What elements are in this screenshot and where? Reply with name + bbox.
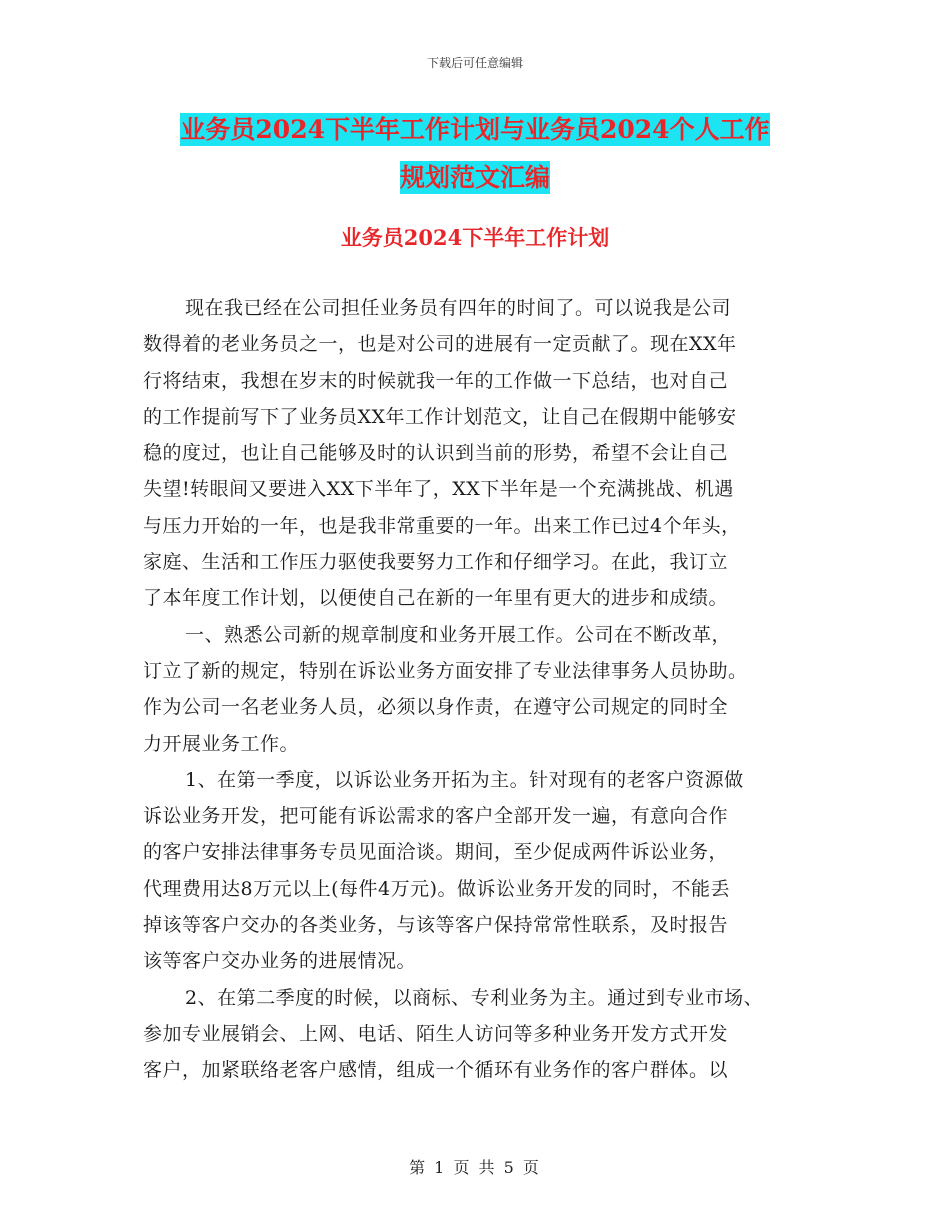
paragraph-line: 行将结束，我想在岁末的时候就我一年的工作做一下总结，也对自己	[143, 369, 729, 392]
paragraph-line: 失望!转眼间又要进入XX下半年了，XX下半年是一个充满挑战、机遇	[143, 478, 734, 501]
paragraph-line: 2、在第二季度的时候，以商标、专利业务为主。通过到专业市场、	[185, 986, 764, 1009]
header-note: 下载后可任意编辑	[426, 56, 523, 70]
paragraph-line: 现在我已经在公司担任业务员有四年的时间了。可以说我是公司	[185, 297, 732, 319]
paragraph-line: 诉讼业务开发，把可能有诉讼需求的客户全部开发一遍，有意向合作	[143, 805, 729, 828]
paragraph-line: 1、在第一季度，以诉讼业务开拓为主。针对现有的老客户资源做	[185, 768, 744, 791]
document-title-line-2: 规划范文汇编	[399, 163, 550, 192]
paragraph-line: 的工作提前写下了业务员XX年工作计划范文，让自己在假期中能够安	[143, 405, 737, 428]
paragraph-line: 一、熟悉公司新的规章制度和业务开展工作。公司在不断改革，	[185, 623, 732, 646]
section-title: 业务员2024下半年工作计划	[340, 225, 610, 250]
document-title	[0, 106, 950, 202]
paragraph-line: 数得着的老业务员之一，也是对公司的进展有一定贡献了。现在XX年	[143, 333, 737, 356]
paragraph-line: 参加专业展销会、上网、电话、陌生人访问等多种业务开发方式开发	[143, 1022, 729, 1045]
paragraph-line: 作为公司一名老业务人员，必须以身作责，在遵守公司规定的同时全	[143, 696, 729, 719]
paragraph-line: 家庭、生活和工作压力驱使我要努力工作和仔细学习。在此，我订立	[143, 551, 729, 574]
paragraph-line: 代理费用达8万元以上(每件4万元)。做诉讼业务开发的同时，不能丢	[143, 877, 731, 900]
paragraph-line: 订立了新的规定，特别在诉讼业务方面安排了专业法律事务人员协助。	[143, 659, 748, 682]
paragraph-line: 稳的度过，也让自己能够及时的认识到当前的形势，希望不会让自己	[143, 442, 729, 465]
body-text	[143, 290, 813, 1089]
paragraph-line: 了本年度工作计划，以便使自己在新的一年里有更大的进步和成绩。	[143, 587, 729, 610]
paragraph-line: 掉该等客户交办的各类业务，与该等客户保持常常性联系，及时报告	[143, 914, 729, 937]
paragraph-line: 客户，加紧联络老客户感情，组成一个循环有业务作的客户群体。以	[143, 1059, 729, 1082]
paragraph-line: 与压力开始的一年，也是我非常重要的一年。出来工作已过4个年头，	[143, 514, 741, 537]
document-title-line-1: 业务员2024下半年工作计划与业务员2024个人工作	[180, 115, 770, 144]
page-footer: 第 1 页 共 5 页	[409, 1158, 541, 1177]
paragraph-line: 该等客户交办业务的进展情况。	[143, 950, 417, 973]
paragraph-line: 力开展业务工作。	[143, 732, 300, 755]
paragraph-line: 的客户安排法律事务专员见面洽谈。期间，至少促成两件诉讼业务，	[143, 841, 729, 864]
